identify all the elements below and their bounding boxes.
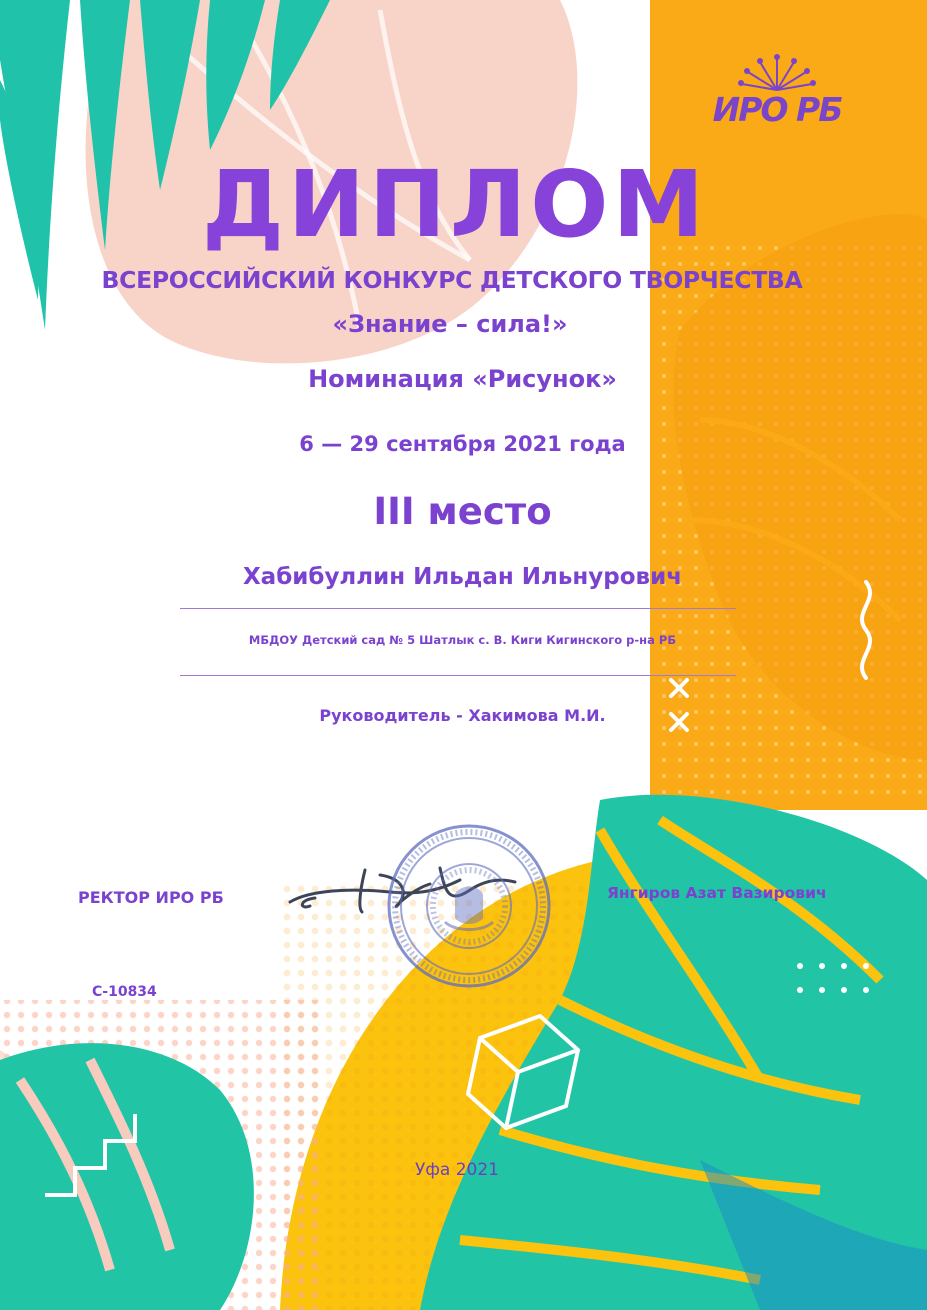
logo-text: ИРО РБ <box>712 90 842 129</box>
logo-rays-icon <box>712 50 842 94</box>
divider-line <box>180 608 736 609</box>
iro-rb-logo <box>712 50 842 140</box>
contest-dates: 6 — 29 сентября 2021 года <box>299 432 626 456</box>
supervisor: Руководитель - Хакимова М.И. <box>319 706 606 725</box>
rector-name: Янгиров Азат Вазирович <box>607 884 827 902</box>
official-seal-icon <box>385 822 553 990</box>
contest-name: ВСЕРОССИЙСКИЙ КОНКУРС ДЕТСКОГО ТВОРЧЕСТВА <box>101 266 803 294</box>
rector-title: РЕКТОР ИРО РБ <box>78 888 224 907</box>
award-place: III место <box>373 490 552 533</box>
diploma-number: С-10834 <box>92 984 157 1000</box>
contest-subtitle: «Знание – сила!» <box>332 310 568 338</box>
nomination: Номинация «Рисунок» <box>308 365 617 393</box>
city-year: Уфа 2021 <box>415 1160 499 1180</box>
divider-line <box>180 675 736 676</box>
diploma-title: ДИПЛОМ <box>201 151 709 258</box>
recipient-name: Хабибуллин Ильдан Ильнурович <box>242 564 683 590</box>
organization: МБДОУ Детский сад № 5 Шатлык с. В. Киги Кигинского р-на РБ <box>248 633 677 647</box>
